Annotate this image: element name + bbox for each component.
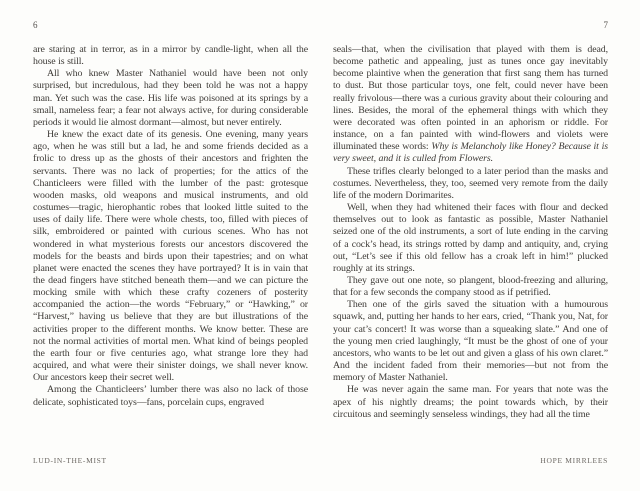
page-number-left: 6 — [33, 20, 38, 30]
page-number-right: 7 — [603, 20, 608, 30]
running-footer-title: LUD-IN-THE-MIST — [33, 456, 107, 465]
text-run: He was never again the same man. For years that note was the apex of his nightly dreams; the point towards which, by their circuitous and seemingly senseless windings, they had all the time — [333, 384, 608, 420]
paragraph — [333, 44, 608, 166]
paragraph — [333, 275, 608, 299]
paragraph — [333, 166, 608, 202]
paragraph — [333, 202, 608, 275]
paragraph — [33, 44, 308, 68]
text-run: are staring at in terror, as in a mirror by candle-light, when all the house is still. — [33, 44, 308, 68]
page-7 — [320, 0, 640, 491]
paragraph — [33, 68, 308, 129]
text-run: They gave out one note, so plangent, blood-freezing and alluring, that for a few seconds the company stood as if petrified. — [333, 274, 608, 299]
text-run: Well, when they had whitened their faces with flour and decked themselves out to look as fantastic as possible, Master Nathaniel seized one of the old instruments, a sort of lute ending in the carving of a cock’s head, its strings rotted by damp and antiquity, and, crying out, “Let’s see if this old fellow has a croak left in him!” plucked roughly at its strings. — [333, 202, 608, 274]
page-body-right — [333, 44, 608, 436]
text-run: seals—that, when the civilisation that played with them is dead, become pathetic and appealing, just as tunes once gay inevitably become plaintive when the generation that first sang them has turned to dust. But those particular toys, one felt, could never have been really frivolous—there was a curious gravity about their colouring and lines. Besides, the moral of the ephemeral things with which they were decorated was often pointed in an aphorism or riddle. For instance, on a fan painted with wind-flowers and violets were illuminated these words: — [333, 44, 608, 153]
paragraph — [33, 129, 308, 384]
italic-text-run: Why is Melancholy like Honey? Because it is very sweet, and it is culled from Flowers. — [333, 141, 608, 165]
paragraph — [333, 384, 608, 420]
text-run: All who knew Master Nathaniel would have been not only surprised, but incredulous, had they been told he was not a happy man. Yet such was the case. His life was poisoned at its springs by a small, nameless fear; a fear not always active, for during considerable periods it would lie almost dormant—almost, but never entirely. — [33, 68, 308, 128]
paragraph — [33, 384, 308, 408]
text-run: Among the Chanticleers’ lumber there was also no lack of those delicate, sophisticated toys—fans, porcelain cups, engraved — [33, 384, 308, 408]
page-body-left — [33, 44, 308, 436]
running-footer-author: HOPE MIRRLEES — [540, 456, 608, 465]
text-run: Then one of the girls saved the situation with a humourous squawk, and, putting her hands to her ears, cried, “Thank you, Nat, for your cat’s concert! It was worse than a squeaking slate.” And one of the young men cried laughingly, “It must be the ghost of one of your ancestors, who wants to be let out and given a glass of his own claret.” And the incident faded from their memories—but not from the memory of Master Nathaniel. — [333, 299, 608, 384]
paragraph — [333, 299, 608, 384]
text-run: These trifles clearly belonged to a later period than the masks and costumes. Nevertheless, they, too, seemed very remote from the daily life of the modern Dorimarites. — [333, 165, 608, 201]
text-run: He knew the exact date of its genesis. One evening, many years ago, when he was still but a lad, he and some friends decided as a frolic to dress up as the ghosts of their ancestors and frighten the servants. There was no lack of properties; for the attics of the Chanticleers were filled with the lumber of the past: grotesque wooden masks, old weapons and musical instruments, and old costumes—tragic, hierophantic robes that looked little suited to the uses of daily life. There were whole chests, too, filled with pieces of silk, embroidered or painted with curious scenes. Who has not wondered in what mysterious forests our ancestors discovered the models for the beasts and birds upon their tapestries; and on what planet were enacted the scenes they have portrayed? It is in vain that the dead fingers have stitched beneath them—and we can picture the mocking smile with which these crafty cozeners of posterity accompanied the action—the words “February,” or “Hawking,” or “Harvest,” having us believe that they are but illustrations of the activities proper to the different months. We know better. These are not the normal activities of mortal men. What kind of beings peopled the earth four or five centuries ago, what strange lore they had acquired, and what were their sinister doings, we shall never know. Our ancestors keep their secret well. — [33, 129, 308, 384]
